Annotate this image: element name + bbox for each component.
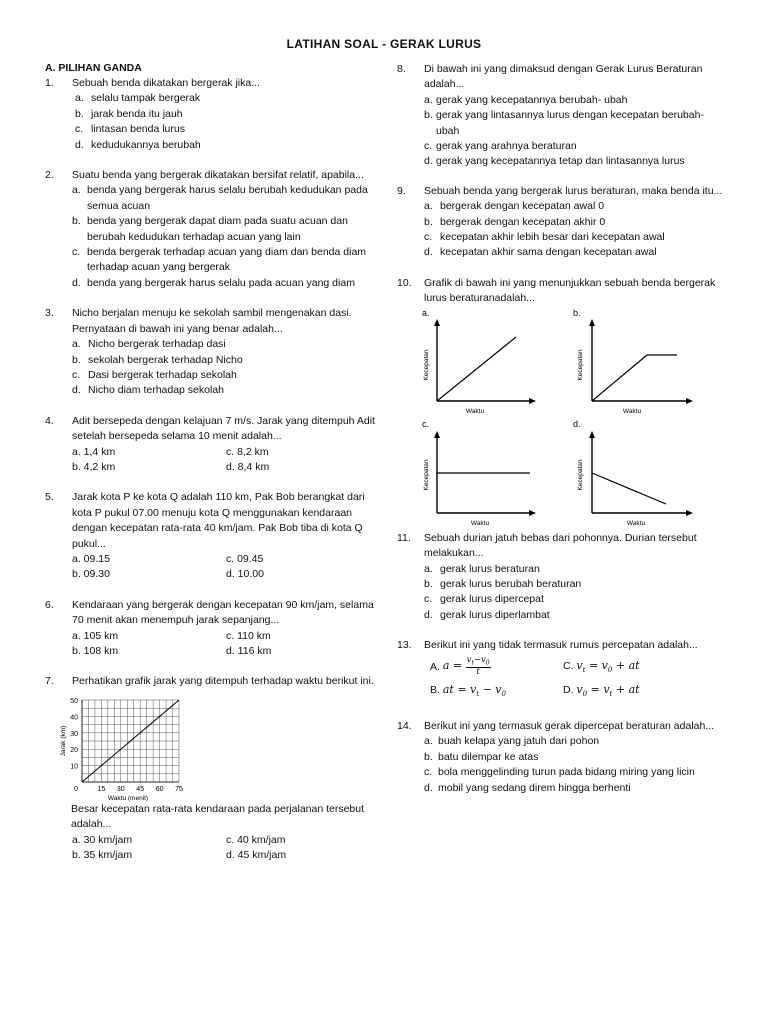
option-c[interactable]: c. lintasan benda lurus bbox=[75, 123, 185, 136]
y-tick: 30 bbox=[70, 730, 78, 738]
option-b[interactable]: b. sekolah bergerak terhadap Nicho bbox=[72, 353, 243, 366]
option-a[interactable]: a. buah kelapa yang jatuh dari pohon bbox=[424, 735, 600, 748]
option-d[interactable]: d. 116 km bbox=[226, 645, 272, 657]
y-axis-label: Kecepatan bbox=[577, 349, 584, 381]
question-1 bbox=[45, 76, 375, 153]
option-c[interactable]: c. 8,2 km bbox=[226, 445, 269, 458]
option-c[interactable]: c. bola menggelinding turun pada bidang miring yang licin bbox=[424, 766, 695, 779]
question-number: 10. bbox=[397, 276, 412, 289]
y-axis-label: Kecepatan bbox=[577, 459, 584, 491]
option-d[interactable]: d. 10.00 bbox=[226, 568, 264, 581]
option-b[interactable]: b. 09.30 bbox=[72, 568, 110, 581]
option-a[interactable]: a. selalu tampak bergerak bbox=[75, 92, 201, 105]
x-axis-label: Waktu bbox=[622, 407, 642, 415]
question-8 bbox=[397, 62, 727, 170]
question-text: Sebuah benda dikatakan bergerak jika... bbox=[72, 77, 260, 89]
option-b[interactable]: B. at = $v_t - v_0$ bbox=[430, 682, 506, 698]
question-13 bbox=[397, 638, 727, 704]
question-text: Di bawah ini yang dimaksud dengan Gerak Lurus Beraturan adalah... bbox=[424, 63, 703, 91]
question-number: 14. bbox=[397, 719, 412, 732]
y-tick: 10 bbox=[70, 763, 78, 771]
option-b[interactable]: b. jarak benda itu jauh bbox=[75, 107, 183, 120]
y-axis-label: Jarak (km) bbox=[60, 725, 67, 757]
option-d[interactable]: D. $v_0 = v_t$ + at bbox=[563, 682, 640, 698]
question-number: 13. bbox=[397, 639, 412, 652]
graph-d bbox=[573, 419, 693, 527]
option-c[interactable]: c. 40 km/jam bbox=[226, 833, 286, 846]
graph-line bbox=[437, 337, 516, 401]
option-b[interactable]: b. bergerak dengan kecepatan akhir 0 bbox=[424, 215, 606, 228]
option-a[interactable]: a. 30 km/jam bbox=[72, 833, 133, 846]
velocity-graphs bbox=[420, 307, 710, 529]
question-number: 3. bbox=[45, 307, 54, 320]
graph-label: a. bbox=[422, 307, 430, 318]
distance-time-chart bbox=[58, 696, 198, 802]
option-a[interactable]: A. a = $\frac{v_t-v_0}{t}$ bbox=[430, 654, 490, 678]
graph-label: c. bbox=[422, 418, 430, 429]
x-tick: 15 bbox=[97, 785, 106, 793]
question-followup: Besar kecepatan rata-rata kendaraan pada perjalanan tersebut adalah... bbox=[71, 802, 365, 831]
x-tick: 75 bbox=[175, 785, 183, 793]
option-c[interactable]: c. gerak lurus dipercepat bbox=[424, 593, 544, 606]
question-text: Nicho berjalan menuju ke sekolah sambil mengenakan dasi. Pernyataan di bawah ini yang benar adalah... bbox=[72, 307, 352, 335]
question-9 bbox=[397, 184, 727, 261]
question-text: Berikut ini yang termasuk gerak dipercepat beraturan adalah... bbox=[424, 719, 715, 732]
option-d[interactable]: d. 45 km/jam bbox=[226, 849, 287, 862]
y-axis-label: Kecepatan bbox=[423, 349, 430, 381]
question-10 bbox=[397, 276, 727, 529]
question-number: 6. bbox=[45, 598, 54, 611]
question-3 bbox=[45, 306, 375, 398]
question-text: Suatu benda yang bergerak dikatakan bersifat relatif, apabila... bbox=[72, 169, 364, 182]
question-text: Berikut ini yang tidak termasuk rumus percepatan adalah... bbox=[424, 639, 698, 652]
x-axis-label: Waktu bbox=[465, 407, 485, 415]
option-c[interactable]: c. 09.45 bbox=[226, 552, 264, 565]
option-a[interactable]: a. 09.15 bbox=[72, 552, 110, 565]
graph-label: d. bbox=[573, 418, 581, 429]
graph-line bbox=[592, 473, 666, 504]
option-d[interactable]: d. Nicho diam terhadap sekolah bbox=[72, 384, 224, 397]
option-b[interactable]: b. gerak lurus berubah beraturan bbox=[424, 577, 582, 590]
question-number: 4. bbox=[45, 414, 54, 427]
question-number: 1. bbox=[45, 77, 54, 89]
question-6 bbox=[45, 598, 375, 660]
right-column bbox=[397, 62, 727, 796]
x-tick: 60 bbox=[155, 785, 164, 793]
option-d[interactable]: d. kecepatan akhir sama dengan kecepatan awal bbox=[424, 246, 657, 259]
question-text: Grafik di bawah ini yang menunjukkan sebuah benda bergerak lurus beraturanadalah... bbox=[424, 276, 716, 305]
option-c[interactable]: c. Dasi bergerak terhadap sekolah bbox=[72, 368, 237, 381]
x-tick: 0 bbox=[74, 785, 78, 793]
y-tick: 50 bbox=[70, 697, 78, 705]
question-text: Kendaraan yang bergerak dengan kecepatan 90 km/jam, selama 70 menit akan menempuh jarak sepanjang... bbox=[72, 598, 374, 627]
question-text: Sebuah benda yang bergerak lurus beraturan, maka benda itu... bbox=[424, 184, 723, 197]
x-axis-label: Waktu bbox=[470, 519, 490, 527]
section-heading: A. PILIHAN GANDA bbox=[45, 62, 142, 74]
question-text: Sebuah durian jatuh bebas dari pohonnya. Durian tersebut melakukan... bbox=[424, 531, 697, 560]
question-number: 9. bbox=[397, 184, 406, 197]
option-b[interactable]: b. batu dilempar ke atas bbox=[424, 750, 539, 763]
question-text: Adit bersepeda dengan kelajuan 7 m/s. Jarak yang ditempuh Adit setelah bersepeda selama 10 menit adalah... bbox=[72, 414, 375, 443]
option-a[interactable]: a. bergerak dengan kecepatan awal 0 bbox=[424, 200, 605, 213]
question-7 bbox=[45, 674, 375, 863]
question-text: Perhatikan grafik jarak yang ditempuh terhadap waktu berikut ini. bbox=[72, 675, 374, 688]
question-number: 2. bbox=[45, 169, 54, 182]
question-11 bbox=[397, 531, 727, 623]
option-a[interactable]: a. gerak lurus beraturan bbox=[424, 562, 540, 575]
option-d[interactable]: d. kedudukannya berubah bbox=[75, 138, 201, 151]
graph-b bbox=[573, 308, 693, 415]
question-number: 8. bbox=[397, 63, 406, 75]
question-4 bbox=[45, 414, 375, 476]
option-a[interactable]: a. 1,4 km bbox=[72, 445, 116, 458]
question-text: Jarak kota P ke kota Q adalah 110 km, Pak Bob berangkat dari kota P pukul 07.00 menuju kota Q menggunakan kendaraan dengan kecepatan rata-rata 40 km/jam. Pak Bob tiba di kota Q pukul... bbox=[72, 491, 365, 550]
option-a[interactable]: a. 105 km bbox=[72, 629, 119, 642]
option-c[interactable]: c. 110 km bbox=[226, 629, 271, 642]
page-title: LATIHAN SOAL - GERAK LURUS bbox=[286, 37, 482, 51]
question-5 bbox=[45, 490, 375, 582]
question-number: 7. bbox=[45, 675, 54, 688]
option-b[interactable]: b. 35 km/jam bbox=[72, 849, 133, 862]
option-c[interactable]: c. gerak yang arahnya beraturan bbox=[424, 140, 577, 153]
x-axis-label: Waktu bbox=[626, 519, 646, 527]
option-a[interactable]: a. gerak yang kecepatannya berubah- ubah bbox=[424, 93, 628, 106]
graph-label: b. bbox=[573, 307, 581, 318]
option-c[interactable]: C. $v_t = v_0$ + at bbox=[563, 658, 640, 674]
x-axis-label: Waktu (menit) bbox=[107, 794, 149, 802]
option-a[interactable]: a. benda yang bergerak harus selalu berubah kedudukan pada semua acuan bbox=[72, 184, 368, 212]
option-d[interactable]: d. benda yang bergerak harus selalu pada acuan yang diam bbox=[72, 276, 355, 289]
option-d[interactable]: d. 8,4 km bbox=[226, 460, 270, 473]
option-d[interactable]: d. gerak yang kecepatannya tetap dan lintasannya lurus bbox=[424, 155, 685, 168]
x-tick: 30 bbox=[116, 785, 125, 793]
option-c[interactable]: c. benda bergerak terhadap acuan yang diam dan benda diam terhadap acuan yang bergerak bbox=[72, 246, 367, 274]
option-d[interactable]: d. gerak lurus diperlambat bbox=[424, 608, 550, 621]
x-tick: 45 bbox=[136, 785, 145, 793]
y-axis-label: Kecepatan bbox=[423, 459, 430, 491]
option-a[interactable]: a. Nicho bergerak terhadap dasi bbox=[72, 338, 226, 351]
graph-line bbox=[592, 355, 677, 401]
left-column bbox=[45, 62, 375, 863]
question-14 bbox=[397, 719, 727, 796]
option-d[interactable]: d. mobil yang sedang direm hingga berhenti bbox=[424, 781, 631, 794]
y-tick: 20 bbox=[70, 747, 78, 755]
graph-c bbox=[422, 419, 536, 527]
question-number: 5. bbox=[45, 491, 54, 504]
question-2 bbox=[45, 168, 375, 291]
option-b[interactable]: b. 4,2 km bbox=[72, 460, 116, 473]
option-b[interactable]: b. benda yang bergerak dapat diam pada suatu acuan dan berubah kedudukan terhadap acuan yang lain bbox=[72, 215, 348, 243]
question-number: 11. bbox=[397, 531, 411, 544]
option-b[interactable]: b. gerak yang lintasannya lurus dengan kecepatan berubah-ubah bbox=[424, 109, 704, 137]
option-b[interactable]: b. 108 km bbox=[72, 645, 119, 657]
y-tick: 40 bbox=[70, 714, 78, 722]
option-c[interactable]: c. kecepatan akhir lebih besar dari kecepatan awal bbox=[424, 231, 665, 244]
graph-a bbox=[422, 308, 536, 415]
